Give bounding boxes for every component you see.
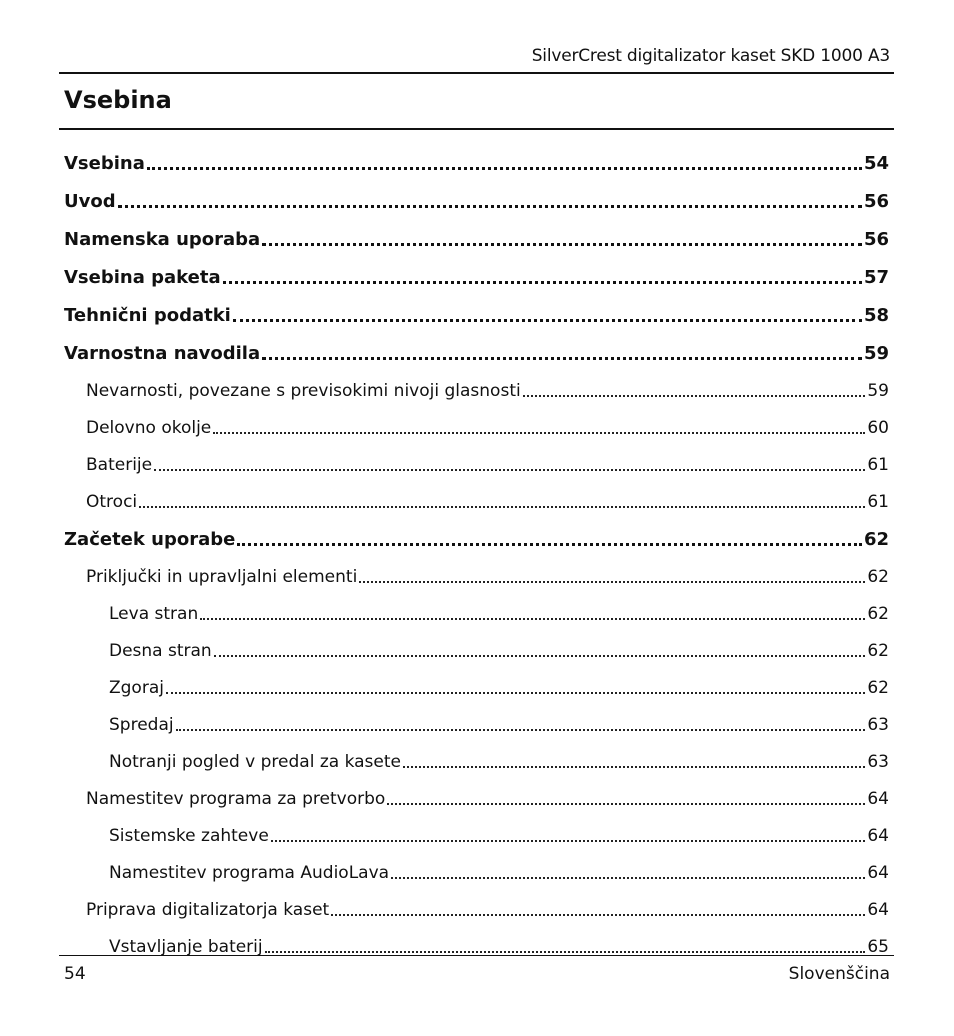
header-divider (59, 72, 894, 74)
toc-entry-label: Delovno okolje (86, 418, 212, 438)
toc-entry[interactable] (64, 587, 889, 624)
toc-entry[interactable] (64, 698, 889, 735)
toc-entry[interactable] (64, 809, 889, 846)
toc-dot-leader (262, 357, 862, 360)
toc-entry-page: 57 (863, 267, 889, 288)
toc-entry[interactable] (64, 920, 889, 957)
toc-entry-label: Sistemske zahteve (109, 826, 269, 846)
toc-entry[interactable] (64, 250, 889, 288)
toc-dot-leader (118, 205, 862, 208)
toc-entry-page: 56 (863, 229, 889, 250)
toc-dot-leader (213, 432, 865, 434)
toc-entry[interactable] (64, 624, 889, 661)
toc-entry-page: 62 (867, 604, 889, 624)
toc-entry-label: Priključki in upravljalni elementi (86, 567, 358, 587)
toc-entry-page: 65 (867, 937, 889, 957)
toc-entry[interactable] (64, 661, 889, 698)
toc-entry-page: 64 (867, 863, 889, 883)
toc-dot-leader (176, 729, 866, 731)
toc-entry-page: 64 (867, 826, 889, 846)
document-header-title: SilverCrest digitalizator kaset SKD 1000 A3 (531, 46, 890, 66)
toc-entry-label: Začetek uporabe (64, 529, 236, 550)
toc-entry-page: 59 (863, 343, 889, 364)
page-title: Vsebina (64, 86, 172, 114)
toc-dot-leader (233, 319, 862, 322)
toc-entry-page: 64 (867, 789, 889, 809)
toc-entry-page: 64 (867, 900, 889, 920)
toc-entry-label: Nevarnosti, povezane s previsokimi nivoji glasnosti (86, 381, 521, 401)
toc-entry-label: Priprava digitalizatorja kaset (86, 900, 330, 920)
toc-dot-leader (200, 618, 865, 620)
toc-dot-leader (214, 655, 866, 657)
toc-dot-leader (166, 692, 865, 694)
toc-entry-page: 63 (867, 752, 889, 772)
toc-entry-label: Desna stran (109, 641, 212, 661)
toc-dot-leader (262, 243, 862, 246)
toc-dot-leader (147, 167, 862, 170)
toc-entry[interactable] (64, 401, 889, 438)
toc-entry[interactable] (64, 326, 889, 364)
toc-dot-leader (223, 281, 862, 284)
toc-entry[interactable] (64, 512, 889, 550)
toc-entry-label: Vsebina (64, 153, 145, 174)
toc-entry-label: Namenska uporaba (64, 229, 261, 250)
toc-entry-label: Namestitev programa AudioLava (109, 863, 390, 883)
toc-dot-leader (359, 581, 865, 583)
toc-entry-page: 63 (867, 715, 889, 735)
toc-entry[interactable] (64, 364, 889, 401)
toc-entry-page: 62 (867, 641, 889, 661)
toc-entry-label: Vstavljanje baterij (109, 937, 263, 957)
toc-entry-label: Vsebina paketa (64, 267, 221, 288)
toc-dot-leader (265, 951, 866, 953)
toc-entry-label: Varnostna navodila (64, 343, 261, 364)
toc-entry[interactable] (64, 174, 889, 212)
footer-divider (59, 955, 894, 956)
toc-entry[interactable] (64, 735, 889, 772)
toc-entry-label: Baterije (86, 455, 153, 475)
toc-entry[interactable] (64, 288, 889, 326)
title-divider (59, 128, 894, 130)
toc-entry[interactable] (64, 136, 889, 174)
toc-entry-label: Otroci (86, 492, 138, 512)
footer-language: Slovenščina (788, 964, 890, 984)
toc-dot-leader (139, 506, 865, 508)
toc-dot-leader (331, 914, 865, 916)
toc-entry-page: 58 (863, 305, 889, 326)
toc-entry[interactable] (64, 550, 889, 587)
toc-entry[interactable] (64, 438, 889, 475)
toc-entry[interactable] (64, 846, 889, 883)
toc-entry-page: 56 (863, 191, 889, 212)
toc-entry-page: 62 (867, 567, 889, 587)
toc-entry-page: 61 (867, 492, 889, 512)
toc-dot-leader (403, 766, 865, 768)
toc-entry-page: 59 (867, 381, 889, 401)
toc-entry[interactable] (64, 883, 889, 920)
toc-entry-page: 60 (867, 418, 889, 438)
toc-entry-page: 54 (863, 153, 889, 174)
toc-dot-leader (523, 395, 866, 397)
toc-entry-page: 61 (867, 455, 889, 475)
toc-dot-leader (154, 469, 865, 471)
page-number: 54 (64, 964, 86, 984)
toc-entry-label: Tehnični podatki (64, 305, 231, 326)
toc-dot-leader (237, 543, 862, 546)
toc-entry-label: Spredaj (109, 715, 174, 735)
toc-dot-leader (391, 877, 865, 879)
toc-entry-label: Zgoraj (109, 678, 164, 698)
toc-dot-leader (387, 803, 865, 805)
toc-entry-label: Uvod (64, 191, 116, 212)
toc-entry[interactable] (64, 475, 889, 512)
toc-entry-label: Notranji pogled v predal za kasete (109, 752, 401, 772)
toc-entry[interactable] (64, 212, 889, 250)
toc-entry-label: Namestitev programa za pretvorbo (86, 789, 386, 809)
table-of-contents (64, 136, 889, 957)
toc-dot-leader (271, 840, 866, 842)
toc-entry[interactable] (64, 772, 889, 809)
toc-entry-label: Leva stran (109, 604, 199, 624)
toc-entry-page: 62 (863, 529, 889, 550)
toc-entry-page: 62 (867, 678, 889, 698)
